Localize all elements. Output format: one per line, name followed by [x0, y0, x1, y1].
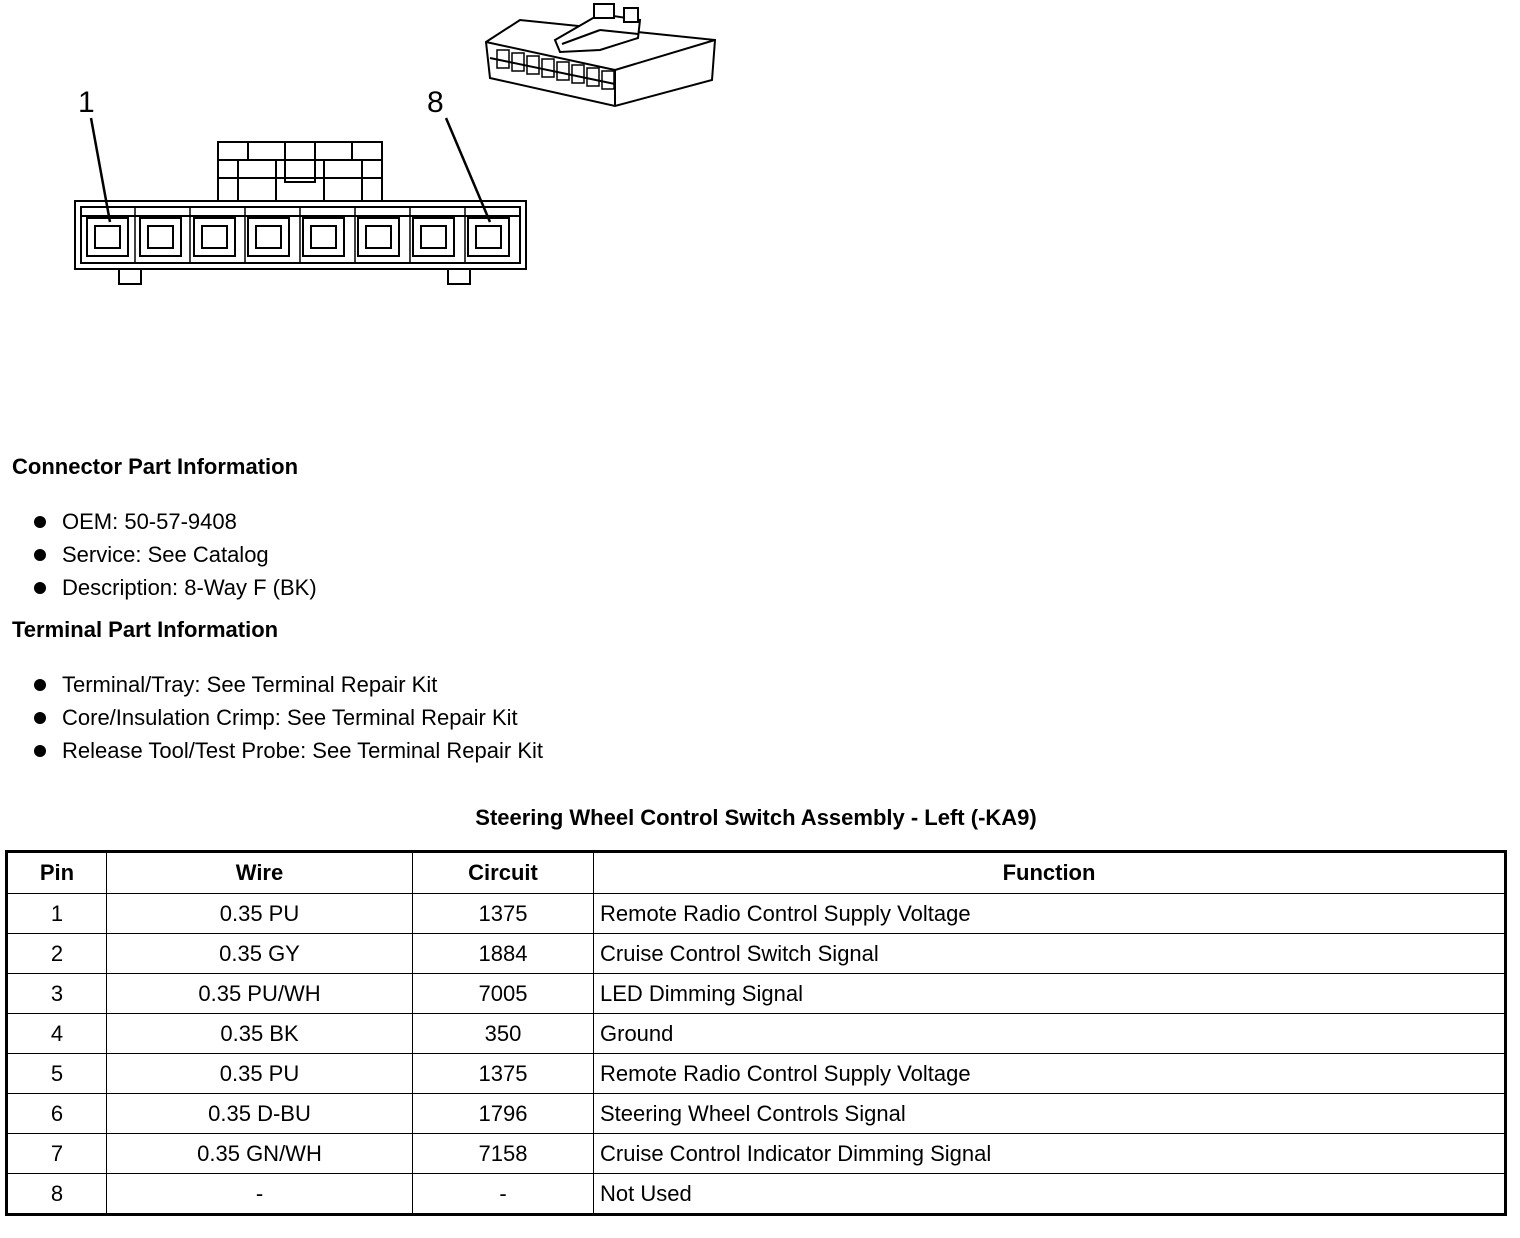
table-row — [7, 1014, 1506, 1054]
circuit-cell: 1375 — [413, 1054, 594, 1094]
list-item: Service: See Catalog — [12, 538, 317, 571]
pin-cell: 5 — [7, 1054, 107, 1094]
function-cell: Steering Wheel Controls Signal — [594, 1094, 1506, 1134]
circuit-cell: 1796 — [413, 1094, 594, 1134]
function-cell: Cruise Control Indicator Dimming Signal — [594, 1134, 1506, 1174]
pin-cell: 6 — [7, 1094, 107, 1134]
wire-cell: - — [107, 1174, 413, 1215]
connector-face-view — [75, 118, 526, 284]
list-item: Release Tool/Test Probe: See Terminal Repair Kit — [12, 734, 543, 767]
pin-cell: 1 — [7, 894, 107, 934]
table-row — [7, 894, 1506, 934]
column-header-circuit: Circuit — [413, 852, 594, 894]
function-cell: Remote Radio Control Supply Voltage — [594, 894, 1506, 934]
circuit-cell: - — [413, 1174, 594, 1215]
wire-cell: 0.35 PU/WH — [107, 974, 413, 1014]
terminal-info-list — [12, 668, 543, 767]
table-row — [7, 1094, 1506, 1134]
function-cell: Cruise Control Switch Signal — [594, 934, 1506, 974]
pin-cell: 8 — [7, 1174, 107, 1215]
table-row — [7, 1174, 1506, 1215]
column-header-wire: Wire — [107, 852, 413, 894]
function-cell: Not Used — [594, 1174, 1506, 1215]
connector-3d-illustration — [486, 4, 715, 106]
pin-cell: 7 — [7, 1134, 107, 1174]
list-item: Terminal/Tray: See Terminal Repair Kit — [12, 668, 543, 701]
table-row — [7, 1054, 1506, 1094]
wire-cell: 0.35 D-BU — [107, 1094, 413, 1134]
circuit-cell: 7005 — [413, 974, 594, 1014]
table-row — [7, 1134, 1506, 1174]
function-cell: Remote Radio Control Supply Voltage — [594, 1054, 1506, 1094]
callout-pin-1: 1 — [78, 86, 95, 119]
pin-cell: 4 — [7, 1014, 107, 1054]
table-header-row — [7, 852, 1506, 894]
connector-info-list — [12, 505, 317, 604]
list-item: OEM: 50-57-9408 — [12, 505, 317, 538]
callout-pin-8: 8 — [427, 86, 444, 119]
circuit-cell: 7158 — [413, 1134, 594, 1174]
list-item: Core/Insulation Crimp: See Terminal Repair Kit — [12, 701, 543, 734]
column-header-pin: Pin — [7, 852, 107, 894]
table-title: Steering Wheel Control Switch Assembly - Left (-KA9) — [475, 805, 1037, 830]
table-row — [7, 934, 1506, 974]
function-cell: LED Dimming Signal — [594, 974, 1506, 1014]
table-row — [7, 974, 1506, 1014]
wire-cell: 0.35 PU — [107, 1054, 413, 1094]
wire-cell: 0.35 GY — [107, 934, 413, 974]
circuit-cell: 1375 — [413, 894, 594, 934]
connector-info-heading: Connector Part Information — [12, 454, 299, 479]
pin-cell: 2 — [7, 934, 107, 974]
circuit-cell: 1884 — [413, 934, 594, 974]
function-cell: Ground — [594, 1014, 1506, 1054]
circuit-cell: 350 — [413, 1014, 594, 1054]
column-header-function: Function — [594, 852, 1506, 894]
connector-diagram — [0, 0, 760, 300]
pin-cell: 3 — [7, 974, 107, 1014]
terminal-info-heading: Terminal Part Information — [12, 617, 279, 642]
list-item: Description: 8-Way F (BK) — [12, 571, 317, 604]
wire-cell: 0.35 GN/WH — [107, 1134, 413, 1174]
wire-cell: 0.35 PU — [107, 894, 413, 934]
pinout-table — [5, 850, 1507, 1216]
wire-cell: 0.35 BK — [107, 1014, 413, 1054]
